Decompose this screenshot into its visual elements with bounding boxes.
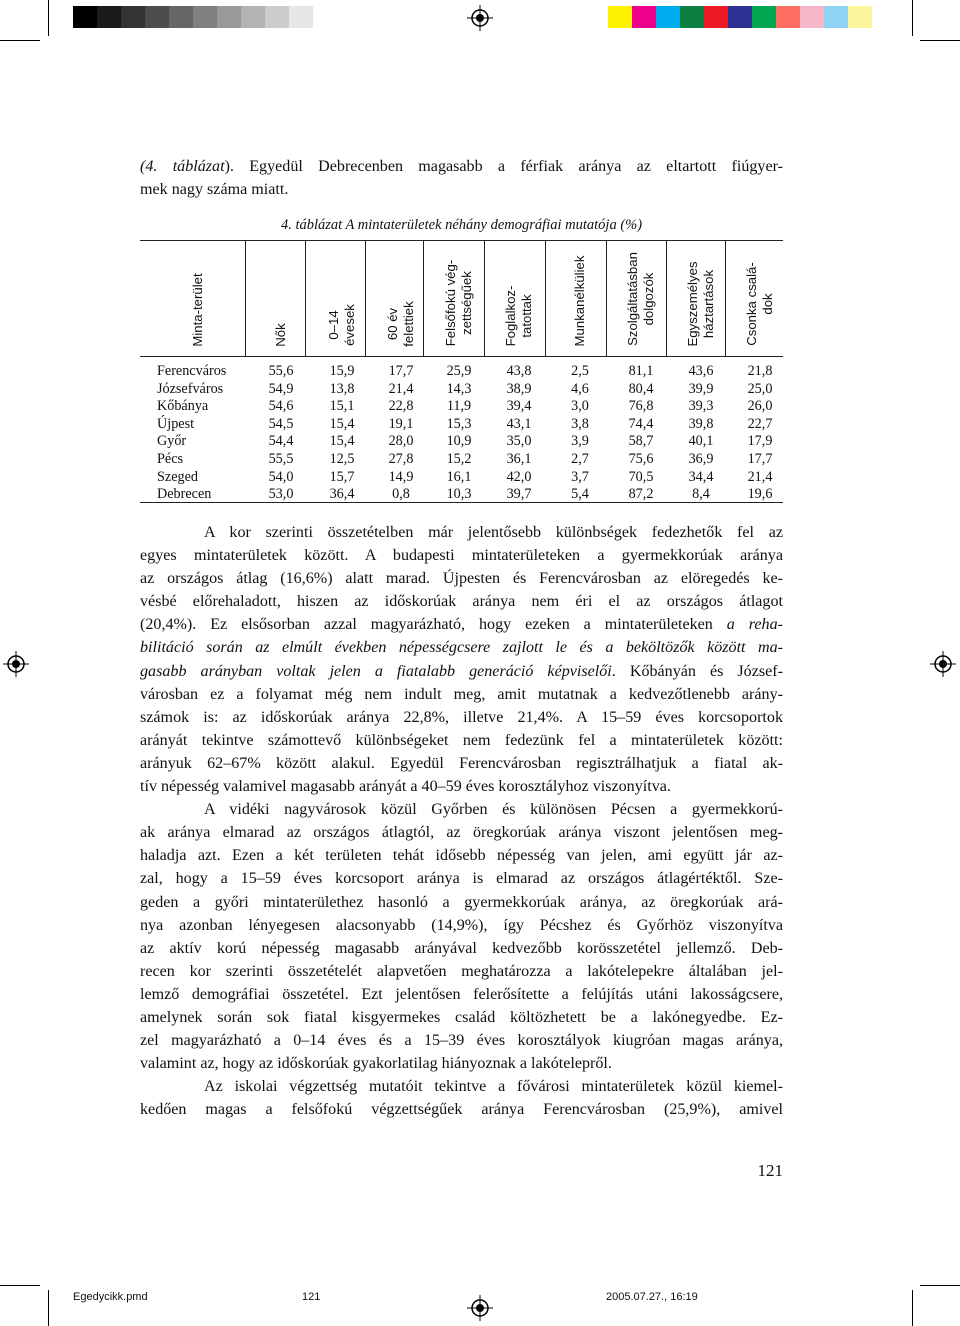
table-cell: 55,6: [268, 363, 294, 379]
table-cell: 40,1: [688, 433, 714, 450]
table-header-cell: [612, 248, 670, 348]
text-fragment: valamint az, hogy az időskorúak gyakorlatilag hiányoznak a lakótelepről.: [140, 1055, 612, 1073]
table-cell: 21,8: [747, 363, 773, 379]
table-header-label: Minta-terület: [190, 272, 205, 347]
text-line: [140, 729, 783, 752]
footer-file: Egedycikk.pmd: [73, 1291, 148, 1303]
text-fragment: recen kor szerinti összetételét alapvetően meghatározza a lakótelepekre általában jel-: [140, 962, 783, 980]
table-cell: 54,5: [268, 415, 294, 432]
text-fragment: számok is: az időskorúak aránya 22,8%, illetve 21,4%. A 15–59 éves korcsoportok: [140, 708, 783, 726]
text-fragment: kedően magas a felsőfokú végzettségűek aránya Ferencvárosban (25,9%), amivel: [140, 1101, 783, 1119]
text-line: [140, 891, 783, 914]
text-line: [140, 683, 783, 706]
color-swatch: [289, 6, 313, 28]
table-cell: 75,6: [628, 451, 654, 467]
text-line: [140, 1075, 783, 1098]
color-swatch: [656, 6, 680, 28]
color-swatch: [73, 6, 97, 28]
footer-timestamp: 2005.07.27., 16:19: [606, 1291, 698, 1303]
table-cell: 39,9: [688, 380, 714, 397]
table-cell: 43,1: [506, 415, 532, 432]
table-row-label: Kőbánya: [157, 398, 209, 415]
table-cell: 53,0: [268, 486, 294, 503]
crop-mark: [0, 40, 40, 41]
table-cell: 26,0: [747, 398, 773, 415]
text-line: [140, 636, 783, 659]
table-caption: 4. táblázat A mintaterületek néhány demográfiai mutatója (%): [280, 217, 643, 233]
text-fragment: A vidéki nagyvárosok közül Győrben és különösen Pécsen a gyermekkorú-: [204, 801, 783, 819]
table-header-label: Nők: [273, 322, 288, 347]
table-cell: 38,9: [506, 380, 532, 397]
intro-line-rest: ). Egyedül Debrecenben magasabb a férfiak aránya az eltartott fiúgyer-: [224, 158, 784, 175]
table-header-label: 60 év felettiek: [385, 300, 416, 347]
table-cell: 2,5: [571, 363, 589, 379]
table-header-label: Csonka csalá- dok: [744, 262, 775, 346]
table-cell: 19,6: [747, 486, 773, 503]
table-row-label: Szeged: [157, 468, 198, 485]
color-swatch: [121, 6, 145, 28]
text-fragment: arányuk 62–67% között alakul. Egyedül Ferencvárosban regisztrálhatjuk a fiatal ak-: [140, 754, 783, 772]
color-swatch: [704, 6, 728, 28]
table-cell: 14,3: [446, 380, 472, 397]
table-cell: 81,1: [628, 363, 654, 379]
table-header-rule: [140, 356, 783, 357]
table-header-cell: [731, 248, 789, 348]
text-line: [140, 1006, 783, 1029]
text-line: [140, 798, 783, 821]
crop-mark: [0, 1285, 40, 1286]
process-color-bar: [608, 6, 872, 28]
table-header-cell: [252, 248, 310, 348]
table-cell: 39,4: [506, 398, 532, 415]
table-header-cell: [551, 248, 609, 348]
table-header-label: Szolgáltatásban dolgozók: [625, 252, 656, 346]
text-fragment: amelynek során sok fiatal kisgyermekes család költözhetett be a lakónegyedbe. Ez-: [140, 1008, 783, 1026]
table-cell: 55,5: [268, 451, 294, 467]
table-header-cell: [372, 248, 430, 348]
crop-mark: [48, 0, 49, 36]
italic-text: a reha-: [726, 616, 783, 634]
text-line: [140, 567, 783, 590]
text-line: [140, 867, 783, 890]
color-swatch: [169, 6, 193, 28]
table-cell: 3,7: [571, 468, 589, 485]
table-cell: 54,4: [268, 433, 294, 450]
text-line: [140, 844, 783, 867]
table-cell: 3,9: [571, 433, 589, 450]
text-fragment: tív népesség valamivel magasabb arányát a 40–59 éves korosztályhoz viszonyítva.: [140, 778, 671, 796]
table-header-label: Felsőfokú vég- zettségűek: [443, 259, 474, 346]
page-number: 121: [757, 1161, 783, 1180]
table-cell: 15,1: [329, 398, 355, 415]
text-line: [140, 752, 783, 775]
table-cell: 12,5: [329, 451, 355, 467]
color-swatch: [241, 6, 265, 28]
text-line: [140, 613, 783, 636]
table-cell: 17,7: [388, 363, 414, 379]
table-cell: 36,4: [329, 486, 355, 503]
italic-text: gasabb arányban voltak jelen a fiatalabb generáció képviselői: [140, 662, 612, 680]
table-cell: 3,8: [571, 415, 589, 432]
table-cell: 10,3: [446, 486, 472, 503]
text-line: mek nagy száma miatt.: [140, 181, 289, 199]
table-cell: 13,8: [329, 380, 355, 397]
table-cell: 15,4: [329, 415, 355, 432]
table-cell: 70,5: [628, 468, 654, 485]
registration-mark-icon: [930, 651, 956, 677]
table-header-cell: [313, 248, 371, 348]
gray-color-bar: [73, 6, 313, 28]
table-row-label: Debrecen: [157, 486, 212, 503]
registration-mark-icon: [467, 5, 493, 31]
footer-page: 121: [302, 1291, 321, 1303]
color-swatch: [848, 6, 872, 28]
table-cell: 11,9: [446, 398, 472, 415]
registration-mark-icon: [3, 651, 29, 677]
table-cell: 3,0: [571, 398, 589, 415]
text-fragment: . Kőbányán és József-: [611, 662, 783, 680]
text-fragment: egyes mintaterületek között. A budapesti mintaterületeken a gyermekkorúak aránya: [140, 547, 783, 565]
color-swatch: [632, 6, 656, 28]
color-swatch: [97, 6, 121, 28]
text-fragment: zel magyarázható a 0–14 éves és a 15–39 éves korosztályok kiugróan magas aránya,: [140, 1032, 783, 1050]
table-cell: 16,1: [446, 468, 472, 485]
color-swatch: [776, 6, 800, 28]
table-cell: 15,4: [329, 433, 355, 450]
color-swatch: [265, 6, 289, 28]
color-swatch: [728, 6, 752, 28]
text-line: [140, 937, 783, 960]
table-cell: 15,9: [329, 363, 355, 379]
table-cell: 28,0: [388, 433, 414, 450]
table-cell: 14,9: [388, 468, 414, 485]
table-cell: 10,9: [446, 433, 472, 450]
crop-mark: [920, 1285, 960, 1286]
text-line: [140, 706, 783, 729]
text-fragment: Az iskolai végzettség mutatóit tekintve a fővárosi mintaterületek közül kiemel-: [204, 1078, 783, 1096]
text-line: [140, 1052, 783, 1075]
table-cell: 39,3: [688, 398, 714, 415]
text-fragment: vésbé előrehaladott, hiszen az időskorúak aránya nem éri el az országos átlagot: [140, 593, 783, 611]
text-fragment: (20,4%). Ez elsősorban azzal magyarázható, hogy ezeken a mintaterületeken: [140, 616, 713, 634]
text-line: [140, 960, 783, 983]
text-fragment: A kor szerinti összetételben már jelentősebb különbségek fedezhetők fel az: [204, 524, 783, 541]
text-fragment: zal, hogy a 15–59 éves korcsoport aránya is elmarad az országos átlagértéktől. Sze-: [140, 870, 783, 888]
table-cell: 4,6: [571, 380, 589, 397]
table-header-label: 0–14 évesek: [326, 304, 357, 346]
table-cell: 8,4: [692, 486, 710, 503]
table-cell: 15,7: [329, 468, 355, 485]
table-cell: 39,8: [688, 415, 714, 432]
table-row-label: Győr: [157, 433, 187, 450]
table-cell: 58,7: [628, 433, 654, 450]
text-line: (4. táblázat). Egyedül Debrecenben magasabb a férfiak aránya az eltartott fiúgyer-: [140, 158, 784, 175]
text-line: [140, 775, 783, 798]
text-fragment: az országos átlag (16,6%) alatt marad. Újpesten és Ferencvárosban az elöregedés ke-: [140, 570, 783, 588]
table-cell: 80,4: [628, 380, 654, 397]
registration-mark-icon: [467, 1295, 493, 1321]
text-fragment: geden a győri mintaterülethez hasonló a gyermekkorúak aránya, az öregkorúak ará-: [140, 893, 783, 911]
table-cell: 15,2: [446, 451, 472, 467]
text-line: [140, 544, 783, 567]
color-swatch: [145, 6, 169, 28]
table-header-label: Egyszemélyes háztartások: [685, 260, 716, 347]
color-swatch: [824, 6, 848, 28]
table-cell: 17,7: [747, 451, 773, 467]
table-row-label: Pécs: [157, 451, 184, 467]
intro-paragraph: [140, 155, 783, 201]
text-line: [140, 521, 783, 544]
table-cell: 87,2: [628, 486, 654, 503]
text-line: [140, 1029, 783, 1052]
table-cell: 34,4: [688, 468, 714, 485]
table-cell: 22,8: [388, 398, 414, 415]
table-cell: 42,0: [506, 468, 532, 485]
table-cell: 22,7: [747, 415, 773, 432]
color-swatch: [608, 6, 632, 28]
table-cell: 36,9: [688, 451, 714, 467]
text-line: [140, 1098, 783, 1121]
text-fragment: haladja azt. Ezen a két területen tehát idősebb népesség van jelen, ami együtt jár az-: [140, 847, 783, 865]
text-line: [140, 983, 783, 1006]
text-fragment: az aktív korú népesség magasabb arányával kedvezőbb korösszetétel jellemző. Deb-: [140, 939, 783, 957]
table-cell: 76,8: [628, 398, 654, 415]
table-row-label: Józsefváros: [157, 380, 224, 397]
crop-mark: [912, 1290, 913, 1326]
text-fragment: városban ez a folyamat még nem indult meg, amit mutatnak a kedvezőtlenebb arány-: [140, 685, 783, 703]
table-header-label: Foglalkoz- tatottak: [503, 285, 534, 346]
italic-text: bilitáció során az elmúlt években népességcsere zajlott le és a beköltözők között ma-: [140, 639, 783, 657]
table-cell: 54,0: [268, 468, 294, 485]
color-swatch: [800, 6, 824, 28]
text-line: [140, 821, 783, 844]
text-fragment: nya azonban lényegesen alacsonyabb (14,9%), így Pécshez és Győrhöz viszonyítva: [140, 916, 783, 934]
table-cell: 19,1: [388, 415, 414, 432]
table-header-cell: [430, 248, 488, 348]
table-header-cell: [490, 248, 548, 348]
table-cell: 36,1: [506, 451, 532, 467]
table-column-rule: [245, 240, 246, 356]
table-cell: 0,8: [392, 486, 410, 503]
table-cell: 54,6: [268, 398, 294, 415]
text-line: [140, 914, 783, 937]
table-header-label: Munkanélküliek: [572, 255, 587, 346]
table-cell: 21,4: [388, 380, 414, 397]
color-swatch: [217, 6, 241, 28]
table-cell: 25,0: [747, 380, 773, 397]
table-row-label: Ferencváros: [157, 363, 227, 379]
text-fragment: lemző demográfiai összetétel. Ezt jelentősen felerősítette a felújítás utáni lakosságcsere,: [140, 985, 783, 1003]
table-cell: 54,9: [268, 380, 294, 397]
table-cell: 15,3: [446, 415, 472, 432]
table-cell: 5,4: [571, 486, 589, 503]
text-fragment: arányát tekintve számottevő különbségeket nem fedezünk fel a mintaterületek között:: [140, 731, 783, 749]
color-swatch: [193, 6, 217, 28]
table-cell: 2,7: [571, 451, 589, 467]
table-cell: 35,0: [506, 433, 532, 450]
color-swatch: [752, 6, 776, 28]
body-text: [140, 521, 783, 1121]
crop-mark: [912, 0, 913, 36]
color-swatch: [680, 6, 704, 28]
table-cell: 17,9: [747, 433, 773, 450]
table-header-cell: [672, 248, 730, 348]
table-row-label: Újpest: [157, 415, 195, 432]
crop-mark: [48, 1290, 49, 1326]
text-line: [140, 590, 783, 613]
table-cell: 43,6: [688, 363, 714, 379]
table-cell: 43,8: [506, 363, 532, 379]
table-cell: 27,8: [388, 451, 414, 467]
text-fragment: ak aránya elmarad az országos átlagtól, az öregkorúak aránya viszont jelentősen meg-: [140, 824, 783, 842]
table-cell: 39,7: [506, 486, 532, 503]
crop-mark: [920, 40, 960, 41]
table-top-rule: [140, 240, 783, 241]
table-cell: 21,4: [747, 468, 773, 485]
text-line: [140, 660, 783, 683]
table-header-cell: [163, 248, 233, 348]
table-cell: 25,9: [446, 363, 472, 379]
table-cell: 74,4: [628, 415, 654, 432]
